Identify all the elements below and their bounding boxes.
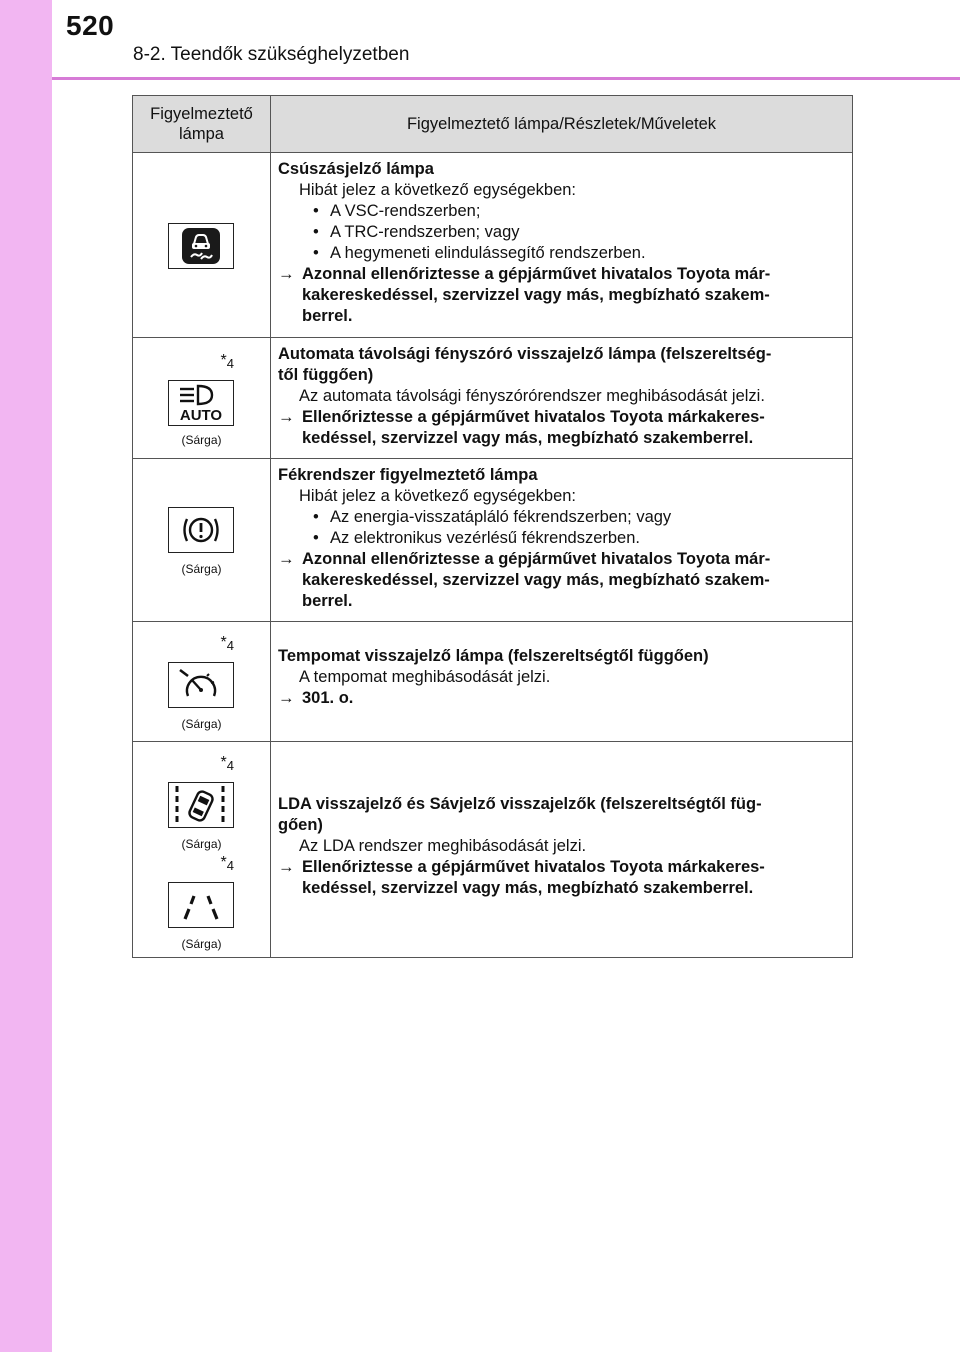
table-row: [133, 338, 853, 459]
lamp-color-caption: (Sárga): [181, 717, 222, 731]
description-cell: [271, 742, 853, 958]
col-header-lamp: [133, 96, 271, 153]
footnote-marker: $*_4$: [220, 754, 234, 773]
lamp-cell: [133, 153, 271, 338]
lamp-title: Tempomat visszajelző lámpa (felszereltségtől függően): [278, 647, 709, 665]
list-item: • A VSC-rendszerben;: [313, 202, 481, 220]
header-rule: [52, 77, 960, 80]
lamp-title: Fékrendszer figyelmeztető lámpa: [278, 466, 538, 484]
arrow-icon: →: [278, 550, 295, 568]
lamp-color-caption: (Sárga): [181, 837, 222, 851]
warning-lamp-table: [132, 95, 853, 958]
table-row: [133, 153, 853, 338]
section-title: 8-2. Teendők szükséghelyzetben: [133, 44, 410, 65]
brake-system-icon: [168, 507, 234, 553]
auto-high-beam-icon: [168, 380, 234, 426]
arrow-icon: →: [278, 265, 295, 283]
table-header-row: [133, 96, 853, 153]
slip-indicator-icon: [168, 223, 234, 269]
arrow-icon: →: [278, 408, 295, 426]
lane-lines-icon: [168, 882, 234, 928]
lamp-cell: [133, 742, 271, 958]
lamp-color-caption: (Sárga): [181, 937, 222, 951]
action-text: → Azonnal ellenőriztesse a gépjárművet hivatalos Toyota már- kakereskedéssel, szervizzel vagy más, megbízható szakem- berrel.: [278, 265, 771, 325]
lamp-color-caption: (Sárga): [181, 562, 222, 576]
lamp-description: Hibát jelez a következő egységekben:: [299, 181, 577, 199]
description-cell: [271, 338, 853, 459]
lamp-description: Hibát jelez a következő egységekben:: [299, 487, 577, 505]
lamp-title: Csúszásjelző lámpa: [278, 160, 434, 178]
list-item: • A hegymeneti elindulássegítő rendszerben.: [313, 244, 646, 262]
lamp-cell: [133, 338, 271, 459]
description-cell: [271, 459, 853, 622]
lamp-color-caption: (Sárga): [181, 433, 222, 447]
action-text: → Azonnal ellenőriztesse a gépjárművet hivatalos Toyota már- kakereskedéssel, szervizzel vagy más, megbízható szakem- berrel.: [278, 550, 771, 610]
action-text: → Ellenőriztesse a gépjárművet hivatalos Toyota márkakeres- kedéssel, szervizzel vagy más, megbízható szakemberrel.: [278, 408, 765, 447]
col-header-lamp-line2: lámpa: [179, 125, 224, 143]
table-row: [133, 622, 853, 742]
list-item: • Az energia-visszatápláló fékrendszerben; vagy: [313, 508, 672, 526]
table-row: [133, 459, 853, 622]
lamp-description: Az LDA rendszer meghibásodását jelzi.: [299, 837, 587, 855]
lamp-title: Automata távolsági fényszóró visszajelző lámpa (felszereltség- től függően): [278, 345, 772, 384]
description-cell: [271, 153, 853, 338]
action-text: → 301. o.: [278, 689, 354, 707]
list-item: • A TRC-rendszerben; vagy: [313, 223, 520, 241]
footnote-marker: $*_4$: [220, 854, 234, 873]
description-cell: [271, 622, 853, 742]
footnote-marker: $*_4$: [220, 352, 234, 371]
action-text: → Ellenőriztesse a gépjárművet hivatalos Toyota márkakeres- kedéssel, szervizzel vagy más, megbízható szakemberrel.: [278, 858, 765, 897]
lamp-description: A tempomat meghibásodását jelzi.: [299, 668, 551, 686]
list-item: • Az elektronikus vezérlésű fékrendszerben.: [313, 529, 640, 547]
lamp-cell: [133, 459, 271, 622]
page-number: 520: [66, 10, 115, 41]
col-header-lamp-line1: Figyelmeztető: [150, 105, 253, 123]
table-row: [133, 742, 853, 958]
col-header-details: Figyelmeztető lámpa/Részletek/Műveletek: [271, 96, 853, 153]
arrow-icon: →: [278, 689, 295, 707]
lamp-description: Az automata távolsági fényszórórendszer meghibásodását jelzi.: [299, 387, 765, 405]
lamp-title: LDA visszajelző és Sávjelző visszajelzők (felszereltségtől füg- gően): [278, 795, 762, 834]
lda-indicator-icon: [168, 782, 234, 828]
svg-text:AUTO: AUTO: [179, 407, 223, 423]
arrow-icon: →: [278, 858, 295, 876]
lamp-cell: [133, 622, 271, 742]
footnote-marker: $*_4$: [220, 634, 234, 653]
cruise-control-icon: [168, 662, 234, 708]
side-color-band: [0, 0, 52, 1352]
